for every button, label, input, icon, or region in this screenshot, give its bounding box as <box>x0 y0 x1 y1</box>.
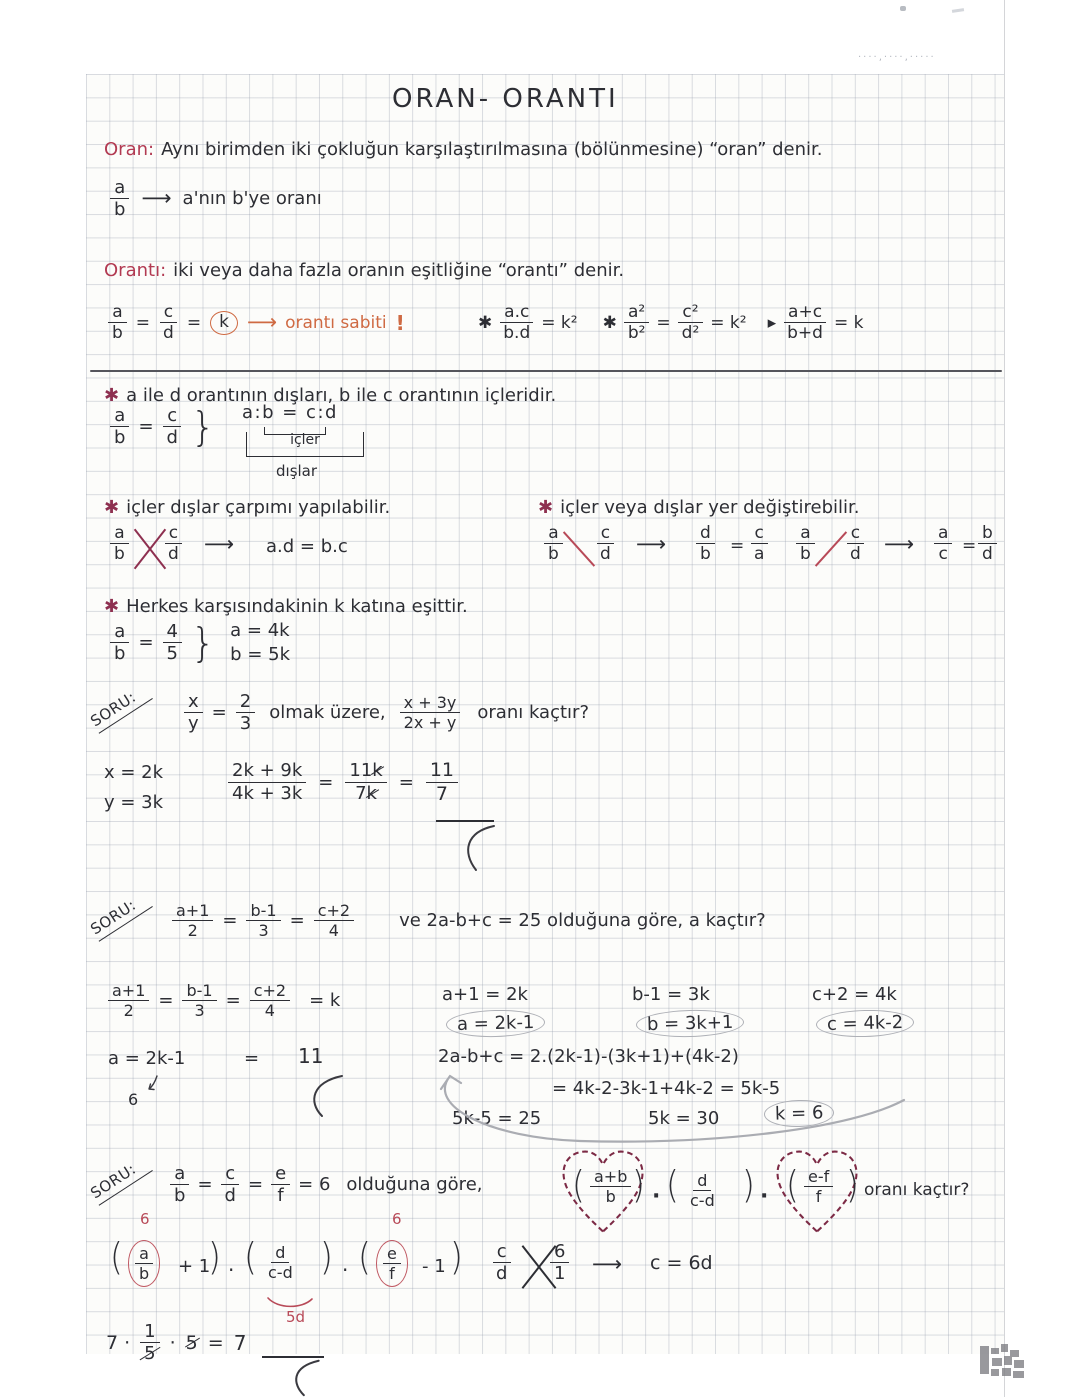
brace-glyph: } <box>190 403 216 451</box>
fraction <box>236 692 255 734</box>
equals-sign: = <box>289 910 305 932</box>
fraction <box>246 902 280 940</box>
answer-flourish <box>446 822 501 874</box>
fraction-num: 1 <box>140 1322 159 1343</box>
arrow-icon: ⟶ <box>884 532 914 556</box>
colon-proportion: a:b = c:d <box>242 402 338 423</box>
fraction-num: e <box>383 1245 401 1264</box>
fraction-num: b <box>978 524 997 544</box>
fraction-den: 2x + y <box>403 713 457 733</box>
circled-k-result: k = 6 <box>764 1099 835 1128</box>
fraction-num: x <box>184 692 203 713</box>
equals-six: = 6 <box>298 1174 331 1196</box>
oran-term: Oran: <box>104 139 155 160</box>
fraction <box>624 303 650 343</box>
value: 11 <box>349 760 373 782</box>
bullet-star: ✱ <box>104 385 120 406</box>
fraction-num: c <box>751 524 768 544</box>
outer-terms-bracket <box>246 432 364 457</box>
fraction <box>590 1168 631 1206</box>
fraction <box>345 761 386 803</box>
fraction-den: b.d <box>503 323 531 344</box>
final-answer: 7 <box>233 1330 247 1355</box>
brace-glyph: } <box>190 619 216 666</box>
fraction-den: b <box>800 544 811 565</box>
fraction <box>544 524 563 564</box>
fraction-den: c-d <box>268 1263 293 1283</box>
swap-title: içler veya dışlar yer değiştirebilir. <box>560 497 860 518</box>
fraction <box>170 1164 189 1206</box>
fraction-num: a <box>170 1164 189 1185</box>
red-six-annotation: 6 <box>140 1210 150 1228</box>
fraction-den: d <box>496 1263 508 1285</box>
fraction <box>163 406 182 448</box>
fraction <box>492 1242 511 1284</box>
exclamation-mark: ! <box>395 310 405 335</box>
close-paren: ) <box>742 1162 755 1207</box>
fraction-den: d² <box>681 323 700 344</box>
bullet-triangle: ▸ <box>767 312 777 333</box>
close-paren: ) <box>846 1162 859 1207</box>
solve-step1: 5k-5 = 25 <box>452 1108 542 1129</box>
equals-sign: = <box>398 771 414 793</box>
fraction-num: a <box>110 178 129 199</box>
fraction <box>110 406 129 448</box>
fraction <box>182 982 216 1020</box>
fraction-num: a+1 <box>172 902 213 921</box>
times-dot: · <box>760 1184 769 1209</box>
equals-sign: = <box>207 1331 224 1354</box>
cancelled-k: k <box>372 760 383 782</box>
red-circled-fraction <box>376 1240 408 1287</box>
equals-sign: = <box>730 536 745 556</box>
fraction <box>804 1168 833 1206</box>
circled-result-b: b = 3k+1 <box>636 1009 745 1039</box>
fraction-den: b <box>112 323 123 344</box>
cancelled-k: k <box>366 782 377 804</box>
oran-arrow-note: a'nın b'ye oranı <box>182 188 322 210</box>
fraction-num: c² <box>678 303 702 323</box>
open-paren: ( <box>786 1162 799 1207</box>
statement-text: olmak üzere, <box>269 702 386 724</box>
fraction-num: a <box>110 524 128 544</box>
fraction-den: b <box>114 199 126 221</box>
fraction-den: 3 <box>239 713 252 735</box>
question-text: oranı kaçtır? <box>477 702 589 724</box>
answer-flourish <box>290 1072 350 1118</box>
value: 7 <box>355 782 367 804</box>
a-result: a = 2k-1 <box>108 1048 186 1069</box>
fraction-num: a.c <box>500 303 533 323</box>
fraction <box>383 1245 401 1283</box>
fraction-num: b-1 <box>246 902 280 921</box>
plus-one: + 1 <box>178 1256 211 1277</box>
fraction-den: 4 <box>328 921 339 941</box>
fraction <box>108 303 127 343</box>
fraction-den <box>351 783 381 803</box>
fraction-den: d <box>600 544 611 565</box>
solve-step2: 5k = 30 <box>648 1108 720 1129</box>
fraction <box>221 1164 240 1206</box>
fraction <box>550 1242 569 1284</box>
fraction-den: 1 <box>554 1263 566 1285</box>
close-paren: ) <box>450 1234 463 1279</box>
answer-fraction <box>426 760 458 804</box>
ruler-dots: ····‚····‚····· <box>858 52 936 63</box>
formula-result: = k² <box>710 312 747 333</box>
open-paren: ( <box>572 1162 585 1207</box>
equation-c: c+2 = 4k <box>812 984 897 1005</box>
fraction-num: a <box>544 524 562 544</box>
fraction-den: d <box>163 323 174 344</box>
circled-result-c: c = 4k-2 <box>816 1009 915 1039</box>
fraction-den: d <box>166 427 178 449</box>
cross-multiply-result: a.d = b.c <box>266 536 348 557</box>
open-paren: ( <box>110 1234 123 1279</box>
fraction-den: 4 <box>264 1001 275 1021</box>
equals-sign: = <box>222 910 238 932</box>
equals-sign: = <box>962 536 977 556</box>
formula-result: = k <box>833 312 864 333</box>
fraction <box>264 1244 297 1282</box>
fraction-den: 5 <box>166 643 178 664</box>
fraction <box>140 1322 159 1364</box>
fraction-den: f <box>277 1185 284 1207</box>
open-paren: ( <box>244 1234 257 1279</box>
page-title: ORAN- ORANTI <box>392 84 619 114</box>
fraction-num: a+b <box>590 1168 631 1187</box>
fraction-den: b <box>605 1187 616 1207</box>
scan-speck <box>900 6 906 11</box>
fraction <box>163 622 182 664</box>
fraction-den: a <box>754 544 765 565</box>
fraction-num: x + 3y <box>400 694 461 713</box>
fraction <box>184 692 203 734</box>
fraction <box>978 524 997 564</box>
fraction-num: e-f <box>804 1168 833 1187</box>
fraction-den: b² <box>627 323 646 344</box>
close-paren: ) <box>320 1234 333 1279</box>
circled-result-a: a = 2k-1 <box>446 1009 546 1039</box>
fraction-num: a <box>110 406 129 427</box>
fraction-den: b <box>174 1185 186 1207</box>
fraction-den: y <box>188 713 199 735</box>
five-d-annotation: 5d <box>286 1308 306 1326</box>
fraction <box>796 524 815 564</box>
fraction-den: b+d <box>787 323 823 344</box>
fraction-den: 2 <box>123 1001 134 1021</box>
proportion-constant-note: orantı sabiti <box>285 312 387 333</box>
fraction-num: a² <box>624 303 649 323</box>
fraction-den: b <box>700 544 711 565</box>
fraction-den: 7 <box>435 782 448 805</box>
fraction-den: d <box>168 544 179 565</box>
pencil-swoosh-arrow <box>420 1062 920 1147</box>
fraction-den: d <box>850 544 861 565</box>
soru-label-text: SORU: <box>87 895 140 939</box>
scan-speck <box>952 8 964 13</box>
expansion-line2: = 4k-2-3k-1+4k-2 = 5k-5 <box>552 1078 781 1099</box>
fraction <box>783 303 827 343</box>
k-equation: = k <box>309 990 341 1012</box>
fraction-num: a <box>135 1245 153 1264</box>
fraction <box>110 622 129 664</box>
fraction-den: f <box>389 1264 395 1284</box>
circled-k-constant: k <box>210 311 238 335</box>
fraction <box>108 982 149 1020</box>
fraction-num: 6 <box>550 1242 569 1263</box>
soru-label-text: SORU: <box>87 1159 140 1203</box>
arrow-icon: ⟶ <box>636 532 666 556</box>
fraction-num: c <box>163 406 181 427</box>
bullet-star: ✱ <box>104 497 120 518</box>
fraction-den: 4k + 3k <box>232 782 303 804</box>
equals-sign: = <box>247 1174 264 1196</box>
substitution-y: y = 3k <box>104 792 164 813</box>
equals-sign: = <box>211 702 227 724</box>
fraction-den: 3 <box>258 921 269 941</box>
fraction-num: a+1 <box>108 982 149 1001</box>
arrow-icon: ⟶ <box>246 310 277 335</box>
fraction <box>164 524 183 564</box>
cross-multiply-x-mark <box>133 526 165 572</box>
fraction-num: a <box>934 524 952 544</box>
fraction-den: c <box>938 544 948 565</box>
fraction <box>228 761 306 803</box>
fraction-den: b <box>548 544 559 565</box>
oranti-term: Orantı: <box>104 260 167 281</box>
k-times-title: Herkes karşısındakinin k katına eşittir. <box>126 596 468 617</box>
bullet-star: ✱ <box>478 312 493 333</box>
fraction-num: d <box>271 1244 289 1263</box>
fraction-num: a+c <box>784 303 826 323</box>
inner-terms-label: içler <box>290 432 320 448</box>
statement-text: olduğuna göre, <box>346 1174 483 1196</box>
times-dot: · <box>169 1331 176 1354</box>
substitution-b: b = 5k <box>230 644 290 665</box>
inner-outer-note: a ile d orantının dışları, b ile c orantının içleridir. <box>126 385 557 406</box>
times-dot: · <box>228 1258 235 1282</box>
outer-terms-label: dışlar <box>276 462 318 480</box>
final-seven: 7 · <box>106 1331 131 1354</box>
fraction-num: a <box>110 622 129 643</box>
page-edge-line <box>1004 0 1005 1397</box>
fraction-den: 3 <box>194 1001 205 1021</box>
equation-a: a+1 = 2k <box>442 984 528 1005</box>
fraction-num: 2k + 9k <box>228 761 306 782</box>
fraction <box>934 524 952 564</box>
fraction-num: c <box>165 524 182 544</box>
oran-definition: Aynı birimden iki çokluğun karşılaştırılmasına (bölünmesine) “oran” denir. <box>161 139 823 160</box>
fraction-num: e <box>271 1164 290 1185</box>
equals-sign: = <box>656 312 671 333</box>
fraction <box>172 902 213 940</box>
equals-sign: = <box>225 990 241 1012</box>
k-value-substituted: 6 <box>128 1090 139 1109</box>
answer-flourish <box>274 1358 329 1397</box>
expansion-line1: 2a-b+c = 2.(2k-1)-(3k+1)+(4k-2) <box>438 1046 739 1067</box>
arrow-icon: ⟶ <box>204 532 234 556</box>
equation-b: b-1 = 3k <box>632 984 710 1005</box>
fraction <box>499 303 534 343</box>
fraction <box>271 1164 290 1206</box>
times-dot: · <box>342 1258 349 1282</box>
fraction-num: d <box>693 1172 711 1191</box>
section-divider-line <box>90 370 1002 372</box>
fraction-den: b <box>139 1264 150 1284</box>
fraction-num: 11 <box>426 760 458 783</box>
equals-sign: = <box>197 1174 213 1196</box>
cancelled-five: 5 <box>140 1343 159 1363</box>
equals-sign: = <box>138 416 154 438</box>
close-paren: ) <box>208 1234 221 1279</box>
fraction-num: a <box>796 524 814 544</box>
bullet-star: ✱ <box>104 596 120 617</box>
cross-multiply-title: içler dışlar çarpımı yapılabilir. <box>126 497 391 518</box>
fraction <box>159 303 178 343</box>
fraction <box>846 524 865 564</box>
fraction-num: b-1 <box>182 982 216 1001</box>
fraction <box>678 303 704 343</box>
fraction-den: f <box>815 1187 822 1207</box>
open-paren: ( <box>358 1234 371 1279</box>
cancelled-five: 5 <box>185 1331 198 1354</box>
times-dot: · <box>652 1184 661 1209</box>
fraction <box>686 1172 719 1210</box>
fraction-num: c <box>597 524 614 544</box>
bullet-star: ✱ <box>538 497 554 518</box>
arrow-icon: ⟶ <box>592 1252 622 1276</box>
fraction <box>696 524 715 564</box>
fraction-num: 4 <box>163 622 182 643</box>
substitute-arrow-icon <box>146 1074 160 1092</box>
open-paren: ( <box>666 1162 679 1207</box>
fraction-num: d <box>696 524 715 544</box>
fraction-den: b <box>114 643 126 664</box>
close-paren: ) <box>632 1162 645 1207</box>
red-six-annotation: 6 <box>392 1210 402 1228</box>
c-result: c = 6d <box>650 1252 713 1274</box>
fraction <box>314 902 354 940</box>
fraction-den: c-d <box>690 1191 715 1211</box>
equals-sign: = <box>135 312 151 333</box>
fraction-num: c+2 <box>314 902 354 921</box>
equals-sign: = <box>158 990 174 1012</box>
fraction <box>110 178 129 220</box>
fraction-den: b <box>114 427 126 449</box>
fraction <box>750 524 768 564</box>
fraction <box>596 524 615 564</box>
arrow-icon: ⟶ <box>141 186 171 211</box>
a-answer: 11 <box>298 1044 324 1068</box>
fraction-den: d <box>982 544 993 565</box>
bullet-star: ✱ <box>602 312 617 333</box>
fraction-num: a <box>108 303 126 323</box>
fraction <box>400 694 461 732</box>
fraction-num: c <box>221 1164 239 1185</box>
fraction-den: d <box>224 1185 236 1207</box>
equals-sign: = <box>318 771 334 793</box>
oranti-definition: iki veya daha fazla oranın eşitliğine “orantı” denir. <box>173 260 625 281</box>
substitution-x: x = 2k <box>104 762 164 783</box>
fraction <box>135 1245 153 1283</box>
fraction-num: c <box>847 524 864 544</box>
fraction-num: c <box>493 1242 511 1263</box>
equals-sign: = <box>138 632 154 653</box>
red-circled-fraction <box>128 1240 160 1287</box>
fraction-den: b <box>114 544 125 565</box>
fraction-num: c+2 <box>250 982 290 1001</box>
fraction-num: 2 <box>236 692 255 713</box>
formula-result: = k² <box>541 312 578 333</box>
fraction-num <box>345 761 386 782</box>
minus-one: - 1 <box>422 1256 446 1277</box>
publisher-stamp-icon <box>978 1340 1032 1384</box>
question-text: oranı kaçtır? <box>864 1180 970 1200</box>
substitution-a: a = 4k <box>230 620 290 641</box>
soru-label-text: SORU: <box>87 687 140 731</box>
equals-sign: = <box>244 1048 260 1069</box>
fraction-num: c <box>160 303 177 323</box>
fraction <box>110 524 129 564</box>
equals-sign: = <box>186 312 202 333</box>
fraction <box>250 982 290 1020</box>
fraction-den: 2 <box>187 921 198 941</box>
condition-text: ve 2a-b+c = 25 olduğuna göre, a kaçtır? <box>399 910 766 932</box>
